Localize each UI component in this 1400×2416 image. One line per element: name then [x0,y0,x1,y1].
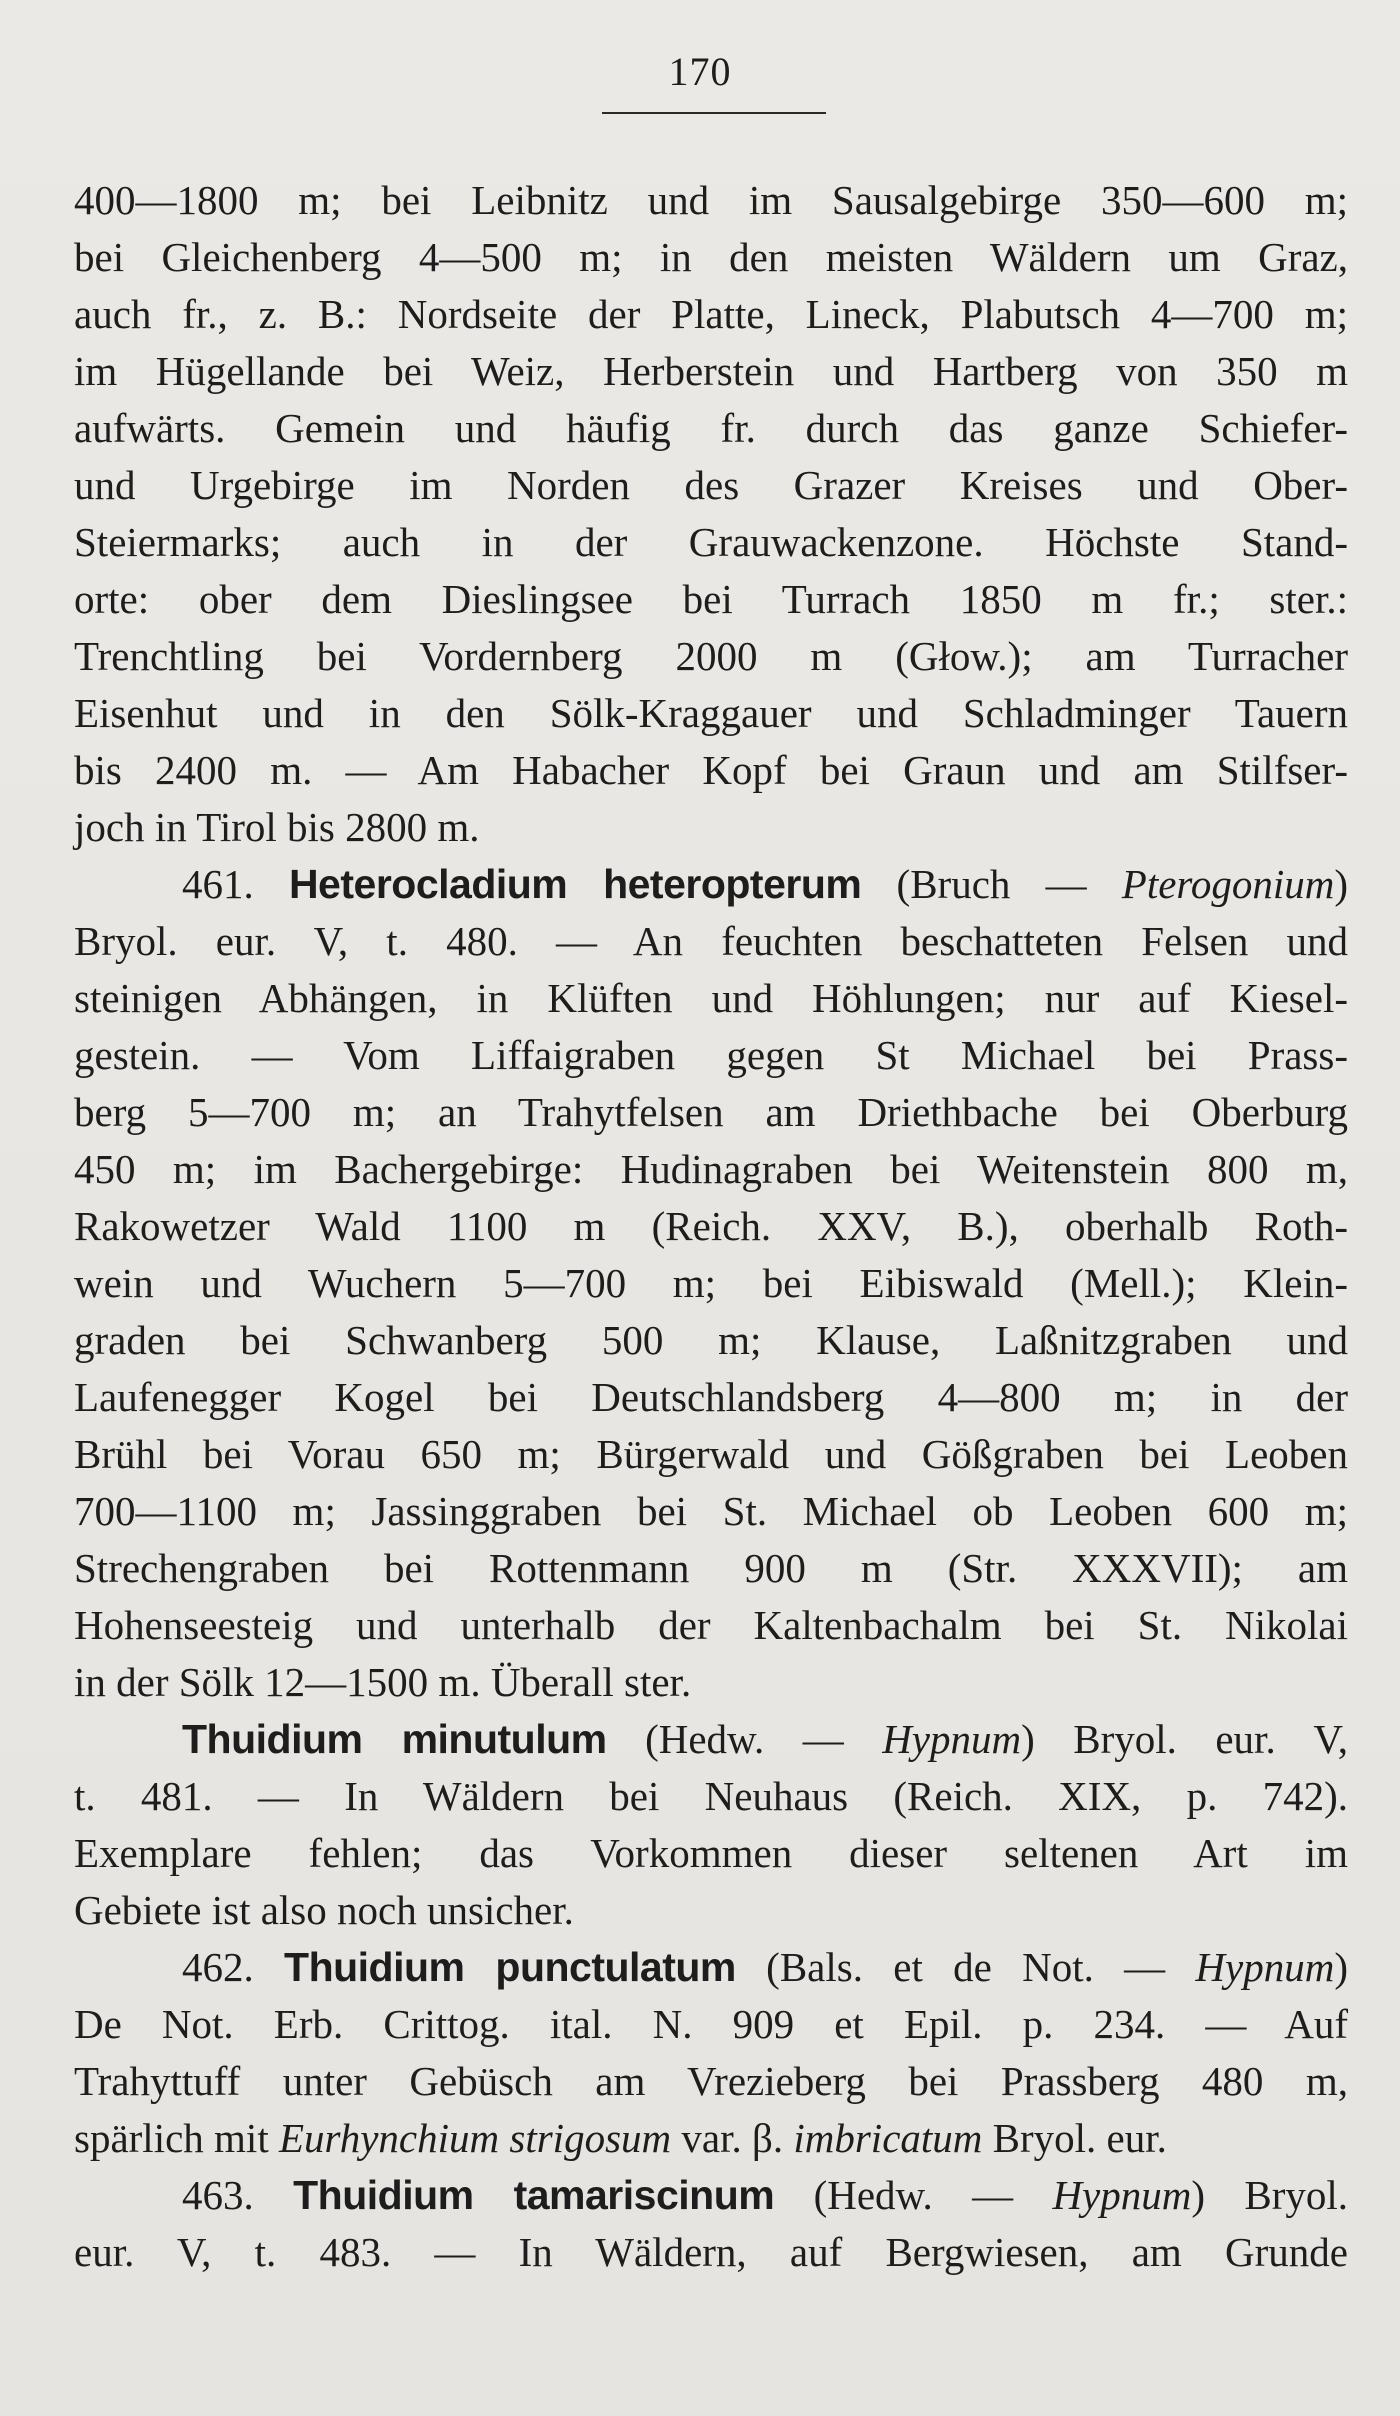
citation-text: (Hedw. — [606,1716,883,1762]
entry-heading-line [74,856,1348,913]
text-line: Brühl bei Vorau 650 m; Bürgerwald und Gößgraben bei Leoben [74,1431,1348,1477]
text-line: 450 m; im Bachergebirge: Hudinagraben bei Weitenstein 800 m, [74,1146,1348,1192]
citation-text: (Bruch — [861,861,1122,907]
citation-text: var. β. [671,2115,794,2161]
species-name: Thuidium punctulatum [284,1944,736,1990]
entry-thuidium-minutulum [74,1711,1348,1939]
text-line: 400—1800 m; bei Leibnitz und im Sausalgebirge 350—600 m; [74,177,1348,223]
species-name: Thuidium minutulum [182,1716,607,1762]
citation-text: Bryol. eur. [982,2115,1167,2161]
synonym-genus: Pterogonium [1121,861,1335,907]
text-line: joch in Tirol bis 2800 m. [74,804,480,850]
text-line: Steiermarks; auch in der Grauwackenzone. Höchste Stand- [74,519,1348,565]
text-line: auch fr., z. B.: Nordseite der Platte, Lineck, Plabutsch 4—700 m; [74,291,1348,337]
text-line: orte: ober dem Dieslingsee bei Turrach 1850 m fr.; ster.: [74,576,1348,622]
page-body [74,172,1348,2281]
species-reference: Eurhynchium strigosum [278,2115,672,2161]
entry-462 [74,1939,1348,2167]
citation-text: ) Bryol. eur. V, [1021,1716,1348,1762]
text-line: Laufenegger Kogel bei Deutschlandsberg 4—800 m; in der [74,1374,1348,1420]
intro-paragraph [74,172,1348,856]
citation-text: spärlich mit [74,2115,279,2161]
citation-text: ) Bryol. [1191,2172,1349,2218]
text-line: bei Gleichenberg 4—500 m; in den meisten Wäldern um Graz, [74,234,1348,280]
citation-text: ) [1334,1944,1348,1990]
text-line: eur. V, t. 483. — In Wäldern, auf Bergwiesen, am Grunde [74,2229,1348,2275]
text-line: in der Sölk 12—1500 m. Überall ster. [74,1659,692,1705]
text-line: Exemplare fehlen; das Vorkommen dieser seltenen Art im [74,1830,1348,1876]
text-line: Eisenhut und in den Sölk-Kraggauer und Schladminger Tauern [74,690,1348,736]
synonym-genus: Hypnum [882,1716,1022,1762]
text-line: Gebiete ist also noch unsicher. [74,1887,574,1933]
text-line: und Urgebirge im Norden des Grazer Kreises und Ober- [74,462,1348,508]
citation-text: ) [1334,861,1349,907]
entry-heading-line [74,2167,1348,2224]
entry-heading-line [74,1939,1348,1996]
variety-reference: imbricatum [793,2115,983,2161]
text-line: wein und Wuchern 5—700 m; bei Eibiswald (Mell.); Klein- [74,1260,1348,1306]
text-line: bis 2400 m. — Am Habacher Kopf bei Graun und am Stilfser- [74,747,1348,793]
synonym-genus: Hypnum [1195,1944,1335,1990]
text-line: De Not. Erb. Crittog. ital. N. 909 et Epil. p. 234. — Auf [74,2001,1348,2047]
entry-461 [74,856,1348,1711]
entry-number: 461. [182,861,254,907]
text-line [74,2110,1348,2167]
text-line: Strechengraben bei Rottenmann 900 m (Str. XXXVII); am [74,1545,1348,1591]
entry-heading-line [74,1711,1348,1768]
text-line: graden bei Schwanberg 500 m; Klause, Laßnitzgraben und [74,1317,1348,1363]
header-rule [602,112,826,114]
text-line: Trenchtling bei Vordernberg 2000 m (Głow.); am Turracher [74,633,1348,679]
text-line: gestein. — Vom Liffaigraben gegen St Michael bei Prass- [74,1032,1348,1078]
synonym-genus: Hypnum [1052,2172,1192,2218]
text-line: Rakowetzer Wald 1100 m (Reich. XXV, B.), oberhalb Roth- [74,1203,1348,1249]
page-number: 170 [668,49,732,94]
entry-number: 462. [182,1944,254,1990]
text-line: Hohenseesteig und unterhalb der Kaltenbachalm bei St. Nikolai [74,1602,1348,1648]
species-name: Thuidium tamariscinum [293,2172,775,2218]
text-line: t. 481. — In Wäldern bei Neuhaus (Reich. XIX, p. 742). [74,1773,1348,1819]
text-line: im Hügellande bei Weiz, Herberstein und Hartberg von 350 m [74,348,1348,394]
species-name: Heterocladium heteropterum [288,861,862,907]
citation-text: (Bals. et de Not. — [735,1944,1196,1990]
entry-number: 463. [182,2172,254,2218]
text-line: 700—1100 m; Jassinggraben bei St. Michael ob Leoben 600 m; [74,1488,1348,1534]
entry-463 [74,2167,1348,2281]
citation-text: (Hedw. — [774,2172,1053,2218]
text-line: Trahyttuff unter Gebüsch am Vrezieberg bei Prassberg 480 m, [74,2058,1348,2104]
text-line: aufwärts. Gemein und häufig fr. durch das ganze Schiefer- [74,405,1348,451]
text-line: berg 5—700 m; an Trahytfelsen am Driethbache bei Oberburg [74,1089,1348,1135]
text-line: Bryol. eur. V, t. 480. — An feuchten beschatteten Felsen und [74,918,1348,964]
text-line: steinigen Abhängen, in Klüften und Höhlungen; nur auf Kiesel- [74,975,1348,1021]
